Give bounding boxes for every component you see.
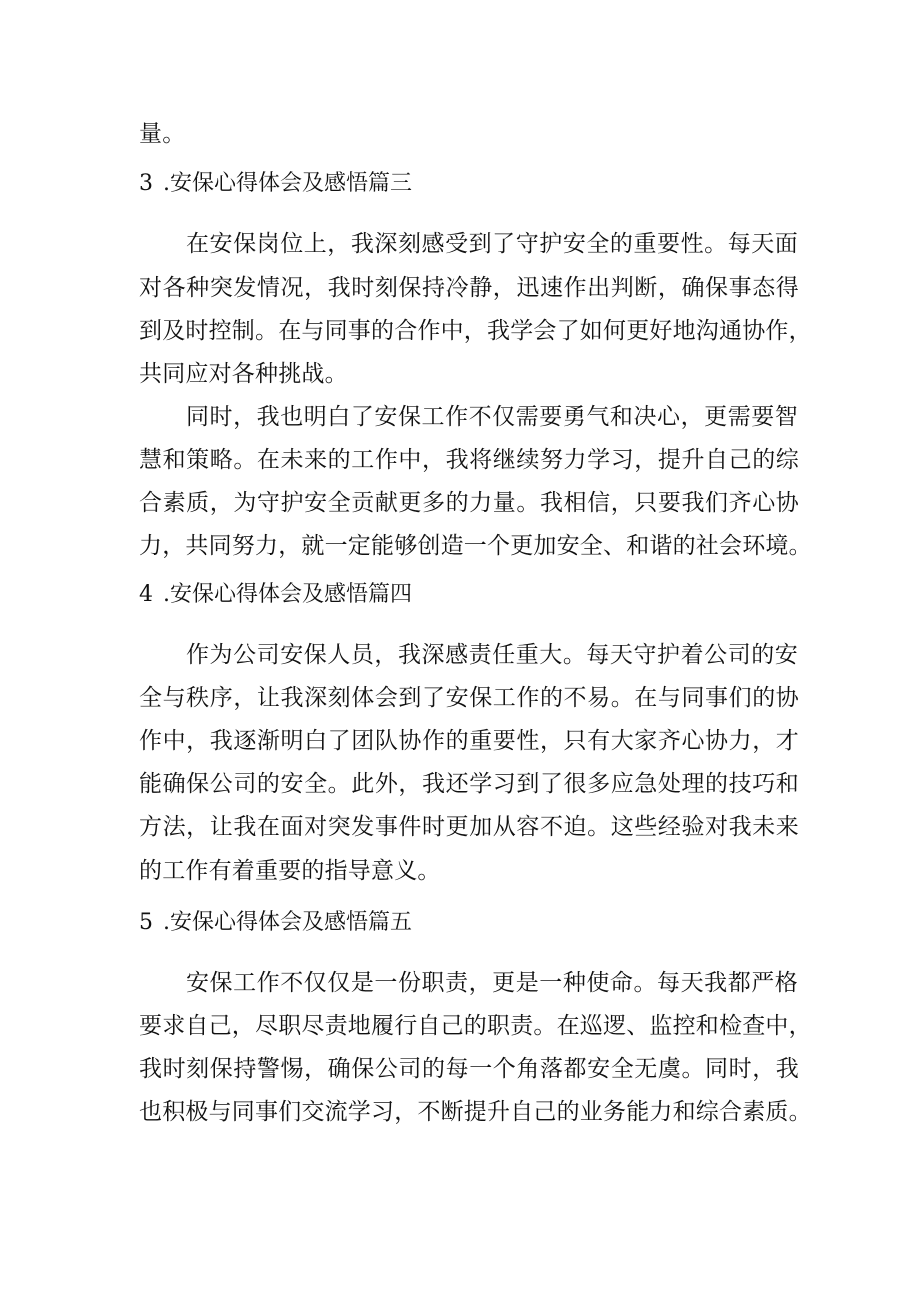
section-number: 4 [139,582,153,607]
section-heading [139,579,412,611]
paragraph-line: 合素质，为守护安全贡献更多的力量。我相信，只要我们齐心协 [139,490,799,516]
paragraph-line: 在安保岗位上，我深刻感受到了守护安全的重要性。每天面 [186,231,798,257]
paragraph-line: 我时刻保持警惕，确保公司的每一个角落都安全无虞。同时，我 [139,1056,799,1082]
paragraph-line: 作中，我逐渐明白了团队协作的重要性，只有大家齐心协力，才 [139,728,799,754]
paragraph-line: 也积极与同事们交流学习，不断提升自己的业务能力和综合素质。 [139,1099,812,1125]
paragraph-line: 对各种突发情况，我时刻保持冷静，迅速作出判断，确保事态得 [139,275,799,301]
section-title: .安保心得体会及感悟篇三 [163,171,412,196]
paragraph-line: 慧和策略。在未来的工作中，我将继续努力学习，提升自己的综 [139,447,799,473]
paragraph-line: 方法，让我在面对突发事件时更加从容不迫。这些经验对我未来 [139,814,799,840]
paragraph-line: 全与秩序，让我深刻体会到了安保工作的不易。在与同事们的协 [139,685,799,711]
section-heading [139,907,412,939]
paragraph-line: 共同应对各种挑战。 [139,361,348,387]
paragraph-line: 要求自己，尽职尽责地履行自己的职责。在巡逻、监控和检查中， [139,1013,812,1039]
paragraph-line: 同时，我也明白了安保工作不仅需要勇气和决心，更需要智 [186,404,798,430]
paragraph-line: 力，共同努力，就一定能够创造一个更加安全、和谐的社会环境。 [139,533,812,559]
section-number: 3 [139,171,153,196]
paragraph-line: 能确保公司的安全。此外，我还学习到了很多应急处理的技巧和 [139,771,799,797]
section-number: 5 [139,910,153,935]
paragraph-line: 安保工作不仅仅是一份职责，更是一种使命。每天我都严格 [186,970,798,996]
section-title: .安保心得体会及感悟篇四 [163,582,412,607]
paragraph-line: 作为公司安保人员，我深感责任重大。每天守护着公司的安 [186,642,798,668]
paragraph-line: 的工作有着重要的指导意义。 [139,858,441,884]
paragraph-line: 到及时控制。在与同事的合作中，我学会了如何更好地沟通协作， [139,318,812,344]
continued-text: 量。 [139,121,186,147]
section-heading [139,168,412,200]
section-title: .安保心得体会及感悟篇五 [163,910,412,935]
